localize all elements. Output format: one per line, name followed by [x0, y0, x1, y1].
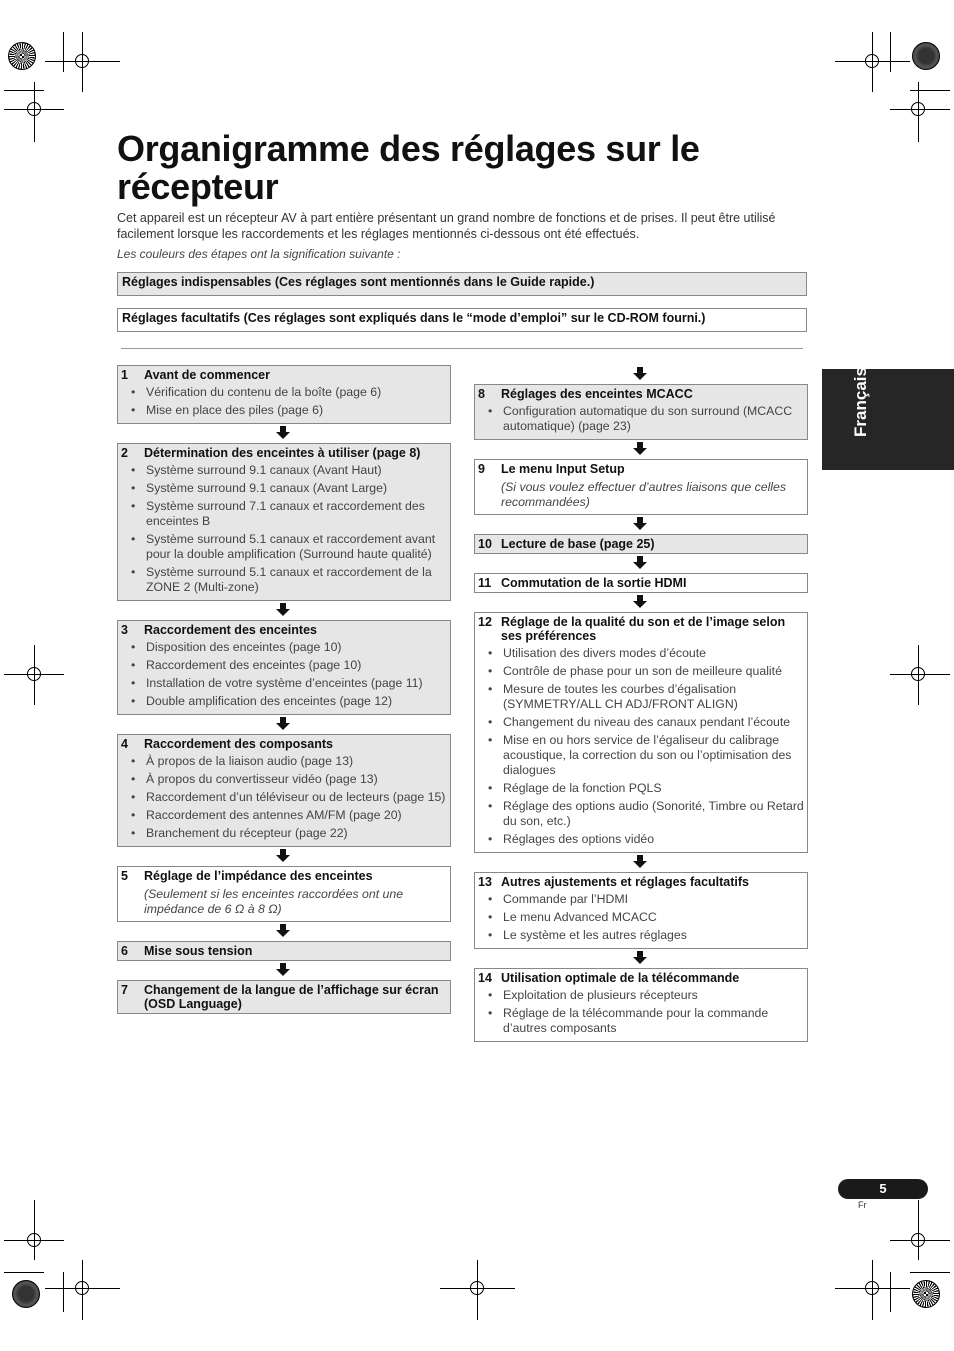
step-title — [121, 983, 447, 1011]
step-number: 2 — [121, 446, 128, 460]
step-item: • Raccordement d’un téléviseur ou de lecteurs (page 15) — [121, 790, 447, 805]
step-note: (Seulement si les enceintes raccordées ont une impédance de 6 Ω à 8 Ω) — [144, 887, 404, 916]
step-item: • Disposition des enceintes (page 10) — [121, 640, 447, 655]
crosshair-icon — [911, 667, 925, 681]
step-item: • Vérification du contenu de la boîte (page 6) — [121, 385, 447, 400]
step-items — [478, 646, 804, 847]
step-title-text: Le menu Input Setup — [501, 462, 625, 476]
step-item: • Réglage des options audio (Sonorité, Timbre ou Retard du son, etc.) — [478, 799, 804, 829]
rosette-bottom-left-icon — [12, 1280, 40, 1308]
step-items — [121, 754, 447, 841]
step-title-text: Raccordement des composants — [144, 737, 333, 751]
step-item: • Commande par l’HDMI — [478, 892, 804, 907]
step-items — [478, 404, 804, 434]
step-title — [121, 944, 447, 958]
step-item: • Branchement du récepteur (page 22) — [121, 826, 447, 841]
flow-arrow-icon — [117, 715, 451, 734]
flow-arrow-icon — [117, 922, 451, 941]
step-box-5 — [117, 866, 451, 922]
step-item: • Utilisation des divers modes d’écoute — [478, 646, 804, 661]
flow-arrow-icon — [474, 593, 808, 612]
step-item: • Double amplification des enceintes (page 12) — [121, 694, 447, 709]
crosshair-icon — [27, 667, 41, 681]
step-title — [121, 446, 447, 460]
step-item: • Raccordement des antennes AM/FM (page 20) — [121, 808, 447, 823]
step-item: • Système surround 7.1 canaux et raccordement des enceintes B — [121, 499, 447, 529]
step-title — [478, 387, 804, 401]
step-box-3 — [117, 620, 451, 715]
step-item: • Configuration automatique du son surround (MCACC automatique) (page 23) — [478, 404, 804, 434]
step-item: • Mesure de toutes les courbes d’égalisation (SYMMETRY/ALL CH ADJ/FRONT ALIGN) — [478, 682, 804, 712]
step-title — [121, 368, 447, 382]
step-box-9 — [474, 459, 808, 515]
step-box-1 — [117, 365, 451, 424]
step-box-6 — [117, 941, 451, 961]
step-box-14 — [474, 968, 808, 1042]
crosshair-icon — [911, 1233, 925, 1247]
step-item: • Réglage de la fonction PQLS — [478, 781, 804, 796]
step-title — [478, 576, 804, 590]
step-number: 9 — [478, 462, 485, 476]
crosshair-icon — [27, 102, 41, 116]
step-item: • Système surround 9.1 canaux (Avant Large) — [121, 481, 447, 496]
flow-arrow-icon — [474, 949, 808, 968]
flow-arrow-icon — [474, 554, 808, 573]
crosshair-icon — [911, 102, 925, 116]
step-title — [478, 971, 804, 985]
rosette-top-right-icon — [912, 42, 940, 70]
step-number: 6 — [121, 944, 128, 958]
step-title-text: Réglage de l’impédance des enceintes — [144, 869, 373, 883]
step-number: 8 — [478, 387, 485, 401]
step-number: 13 — [478, 875, 492, 889]
step-title-text: Lecture de base (page 25) — [501, 537, 655, 551]
color-note: Les couleurs des étapes ont la signification suivante : — [117, 247, 401, 261]
step-title — [478, 537, 804, 551]
flowchart-left-column — [117, 365, 451, 1014]
step-item: • Mise en ou hors service de l’égaliseur du calibrage acoustique, la correction du son ou l’optimisation des dialogues — [478, 733, 804, 778]
page-title: Organigramme des réglages sur le récepteur — [117, 128, 700, 207]
rosette-top-left-icon — [8, 42, 36, 70]
step-box-8 — [474, 384, 808, 440]
step-title — [121, 869, 447, 883]
step-number: 1 — [121, 368, 128, 382]
step-item: • Changement du niveau des canaux pendant l’écoute — [478, 715, 804, 730]
step-title-text: Réglages des enceintes MCACC — [501, 387, 693, 401]
legend-essential: Réglages indispensables (Ces réglages sont mentionnés dans le Guide rapide.) — [117, 272, 807, 296]
step-number: 3 — [121, 623, 128, 637]
step-items — [121, 385, 447, 418]
step-item: • À propos de la liaison audio (page 13) — [121, 754, 447, 769]
crosshair-icon — [865, 1281, 879, 1295]
flow-arrow-icon — [117, 601, 451, 620]
step-item: • Contrôle de phase pour un son de meilleure qualité — [478, 664, 804, 679]
step-title-text: Réglage de la qualité du son et de l’image selon ses préférences — [501, 615, 786, 643]
step-items — [121, 463, 447, 595]
step-item: • Exploitation de plusieurs récepteurs — [478, 988, 804, 1003]
step-title-text: Autres ajustements et réglages facultatifs — [501, 875, 749, 889]
step-item: • Réglages des options vidéo — [478, 832, 804, 847]
step-item: • Réglage de la télécommande pour la commande d’autres composants — [478, 1006, 804, 1036]
step-box-2 — [117, 443, 451, 601]
step-item: • Système surround 9.1 canaux (Avant Haut) — [121, 463, 447, 478]
step-item: • Système surround 5.1 canaux et raccordement de la ZONE 2 (Multi-zone) — [121, 565, 447, 595]
step-title-text: Raccordement des enceintes — [144, 623, 317, 637]
step-item: • Mise en place des piles (page 6) — [121, 403, 447, 418]
flow-arrow-icon — [474, 440, 808, 459]
step-box-4 — [117, 734, 451, 847]
step-title-text: Détermination des enceintes à utiliser (page 8) — [144, 446, 421, 460]
step-title — [478, 462, 804, 476]
crosshair-icon — [865, 54, 879, 68]
step-title — [478, 615, 804, 643]
step-title-text: Changement de la langue de l’affichage sur écran (OSD Language) — [144, 983, 439, 1011]
step-title — [478, 875, 804, 889]
intro-text: Cet appareil est un récepteur AV à part entière présentant un grand nombre de fonctions et de prises. Il peut être utilisé facilement lorsque les raccordements et les réglages mentionnés ci-dessous ont été effectués. — [117, 211, 776, 241]
step-number: 14 — [478, 971, 492, 985]
step-number: 11 — [478, 576, 492, 590]
step-item: • Installation de votre système d’enceintes (page 11) — [121, 676, 447, 691]
step-title — [121, 623, 447, 637]
flow-arrow-icon — [474, 853, 808, 872]
page-number: 5 — [838, 1179, 928, 1199]
step-item: • Le menu Advanced MCACC — [478, 910, 804, 925]
step-number: 7 — [121, 983, 128, 997]
step-number: 10 — [478, 537, 492, 551]
step-box-13 — [474, 872, 808, 949]
legend-optional: Réglages facultatifs (Ces réglages sont expliqués dans le “mode d’emploi” sur le CD-ROM fourni.) — [117, 308, 807, 332]
flow-arrow-icon — [117, 847, 451, 866]
step-item: • Système surround 5.1 canaux et raccordement avant pour la double amplification (Surround haute qualité) — [121, 532, 447, 562]
step-item: • Raccordement des enceintes (page 10) — [121, 658, 447, 673]
crosshair-icon — [470, 1281, 484, 1295]
step-items — [478, 892, 804, 943]
step-box-10 — [474, 534, 808, 554]
step-items — [478, 988, 804, 1036]
page-language: Fr — [858, 1200, 867, 1210]
flow-arrow-icon — [474, 365, 808, 384]
step-number: 5 — [121, 869, 128, 883]
step-title-text: Commutation de la sortie HDMI — [501, 576, 687, 590]
step-note: (Si vous voulez effectuer d’autres liaisons que celles recommandées) — [501, 480, 787, 509]
crosshair-icon — [27, 1233, 41, 1247]
flowchart-right-column — [474, 365, 808, 1042]
step-item: • Le système et les autres réglages — [478, 928, 804, 943]
step-items — [121, 640, 447, 709]
crosshair-icon — [75, 1281, 89, 1295]
crosshair-icon — [75, 54, 89, 68]
step-box-11 — [474, 573, 808, 593]
step-box-7 — [117, 980, 451, 1014]
step-title — [121, 737, 447, 751]
step-number: 12 — [478, 615, 492, 629]
step-item: • À propos du convertisseur vidéo (page 13) — [121, 772, 447, 787]
rosette-bottom-right-icon — [912, 1280, 940, 1308]
step-title-text: Mise sous tension — [144, 944, 253, 958]
flow-arrow-icon — [117, 961, 451, 980]
step-title-text: Utilisation optimale de la télécommande — [501, 971, 740, 985]
step-number: 4 — [121, 737, 128, 751]
language-tab-label: Français — [850, 367, 870, 437]
step-title-text: Avant de commencer — [144, 368, 270, 382]
flow-arrow-icon — [474, 515, 808, 534]
flow-arrow-icon — [117, 424, 451, 443]
step-box-12 — [474, 612, 808, 853]
divider — [121, 348, 803, 349]
